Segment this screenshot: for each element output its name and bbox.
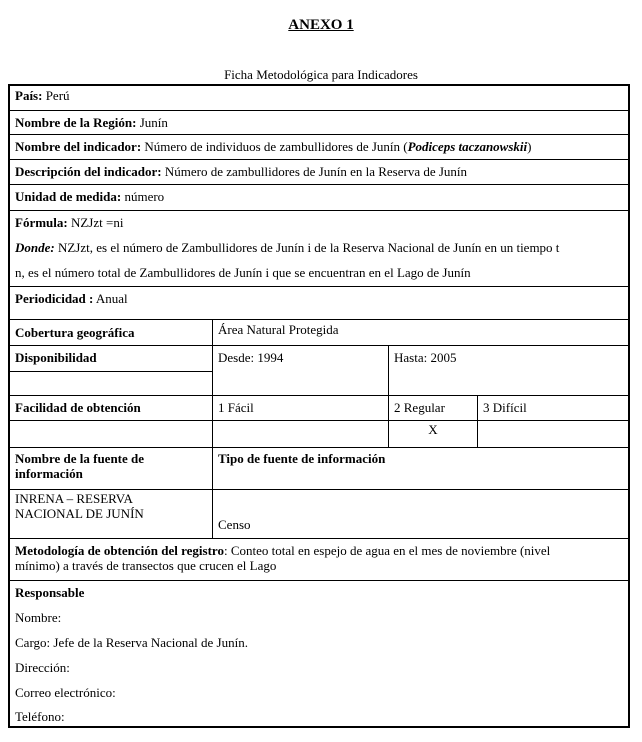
methodology-form (8, 84, 630, 728)
row-formula (10, 210, 628, 287)
row-metodologia (10, 538, 628, 581)
formula-label: Fórmula: (15, 215, 68, 230)
periodicidad-value: Anual (93, 291, 128, 306)
fuente-label: Nombre de la fuente de información (15, 451, 145, 481)
unidad-value: número (121, 189, 165, 204)
facilidad-option-facil: 1 Fácil (212, 396, 388, 421)
row-responsable (10, 580, 628, 727)
row-fuente-values (10, 489, 628, 539)
metodologia-label: Metodología de obtención del registro (15, 543, 224, 558)
descripcion-value: Número de zambullidores de Junín en la Reserva de Junín (161, 164, 468, 179)
form-subtitle: Ficha Metodológica para Indicadores (224, 67, 418, 82)
unidad-label: Unidad de medida: (15, 189, 122, 204)
row-indicador (10, 134, 628, 160)
metodologia-value-1: : Conteo total en espejo de agua en el mes de noviembre (nivel (223, 543, 551, 558)
row-descripcion (10, 159, 628, 185)
indicador-label: Nombre del indicador: (15, 139, 142, 154)
responsable-telefono: Teléfono: (15, 709, 65, 724)
indicador-close: ) (527, 139, 532, 154)
disponibilidad-divider (10, 371, 212, 372)
row-pais (10, 86, 628, 110)
region-value: Junín (136, 115, 168, 130)
pais-value: Perú (42, 88, 70, 103)
cobertura-value: Área Natural Protegida (212, 320, 628, 346)
responsable-label: Responsable (15, 585, 85, 600)
responsable-cargo: Cargo: Jefe de la Reserva Nacional de Junín. (15, 635, 248, 650)
disponibilidad-label: Disponibilidad (15, 350, 97, 365)
metodologia-value-2: mínimo) a través de transectos que crucen el Lago (15, 558, 277, 573)
row-disponibilidad (10, 345, 628, 396)
row-unidad (10, 184, 628, 211)
tipo-fuente-value: Censo (212, 490, 628, 539)
row-facilidad-marks (10, 420, 628, 448)
row-fuente-header (10, 447, 628, 490)
donde-line-2: n, es el número total de Zambullidores de Junín i que se encuentran en el Lago de Junín (15, 265, 471, 280)
indicador-value: Número de individuos de zambullidores de Junín ( (141, 139, 408, 154)
disponibilidad-desde: Desde: 1994 (212, 346, 388, 396)
row-periodicidad (10, 286, 628, 320)
species-name: Podiceps taczanowskii (407, 139, 528, 154)
donde-label: Donde: (15, 240, 55, 255)
tipo-fuente-label: Tipo de fuente de información (212, 448, 628, 490)
formula-value: NZJzt =ni (67, 215, 124, 230)
periodicidad-label: Periodicidad : (15, 291, 94, 306)
descripcion-label: Descripción del indicador: (15, 164, 162, 179)
annex-title: ANEXO 1 (288, 17, 354, 33)
donde-line-1: NZJzt, es el número de Zambullidores de Junín i de la Reserva Nacional de Junín en un tiempo t (54, 240, 560, 255)
fuente-name: INRENA – RESERVA NACIONAL DE JUNÍN (15, 491, 144, 521)
facilidad-label: Facilidad de obtención (15, 400, 141, 415)
region-label: Nombre de la Región: (15, 115, 137, 130)
responsable-direccion: Dirección: (15, 660, 70, 675)
pais-label: País: (15, 88, 43, 103)
row-region (10, 110, 628, 135)
row-cobertura (10, 319, 628, 346)
facilidad-option-dificil: 3 Difícil (477, 396, 628, 421)
facilidad-option-regular: 2 Regular (388, 396, 477, 421)
cobertura-label: Cobertura geográfica (15, 325, 135, 340)
disponibilidad-hasta: Hasta: 2005 (388, 346, 628, 396)
responsable-nombre: Nombre: (15, 610, 62, 625)
facilidad-mark: X (388, 421, 477, 448)
responsable-correo: Correo electrónico: (15, 685, 116, 700)
row-facilidad (10, 395, 628, 421)
